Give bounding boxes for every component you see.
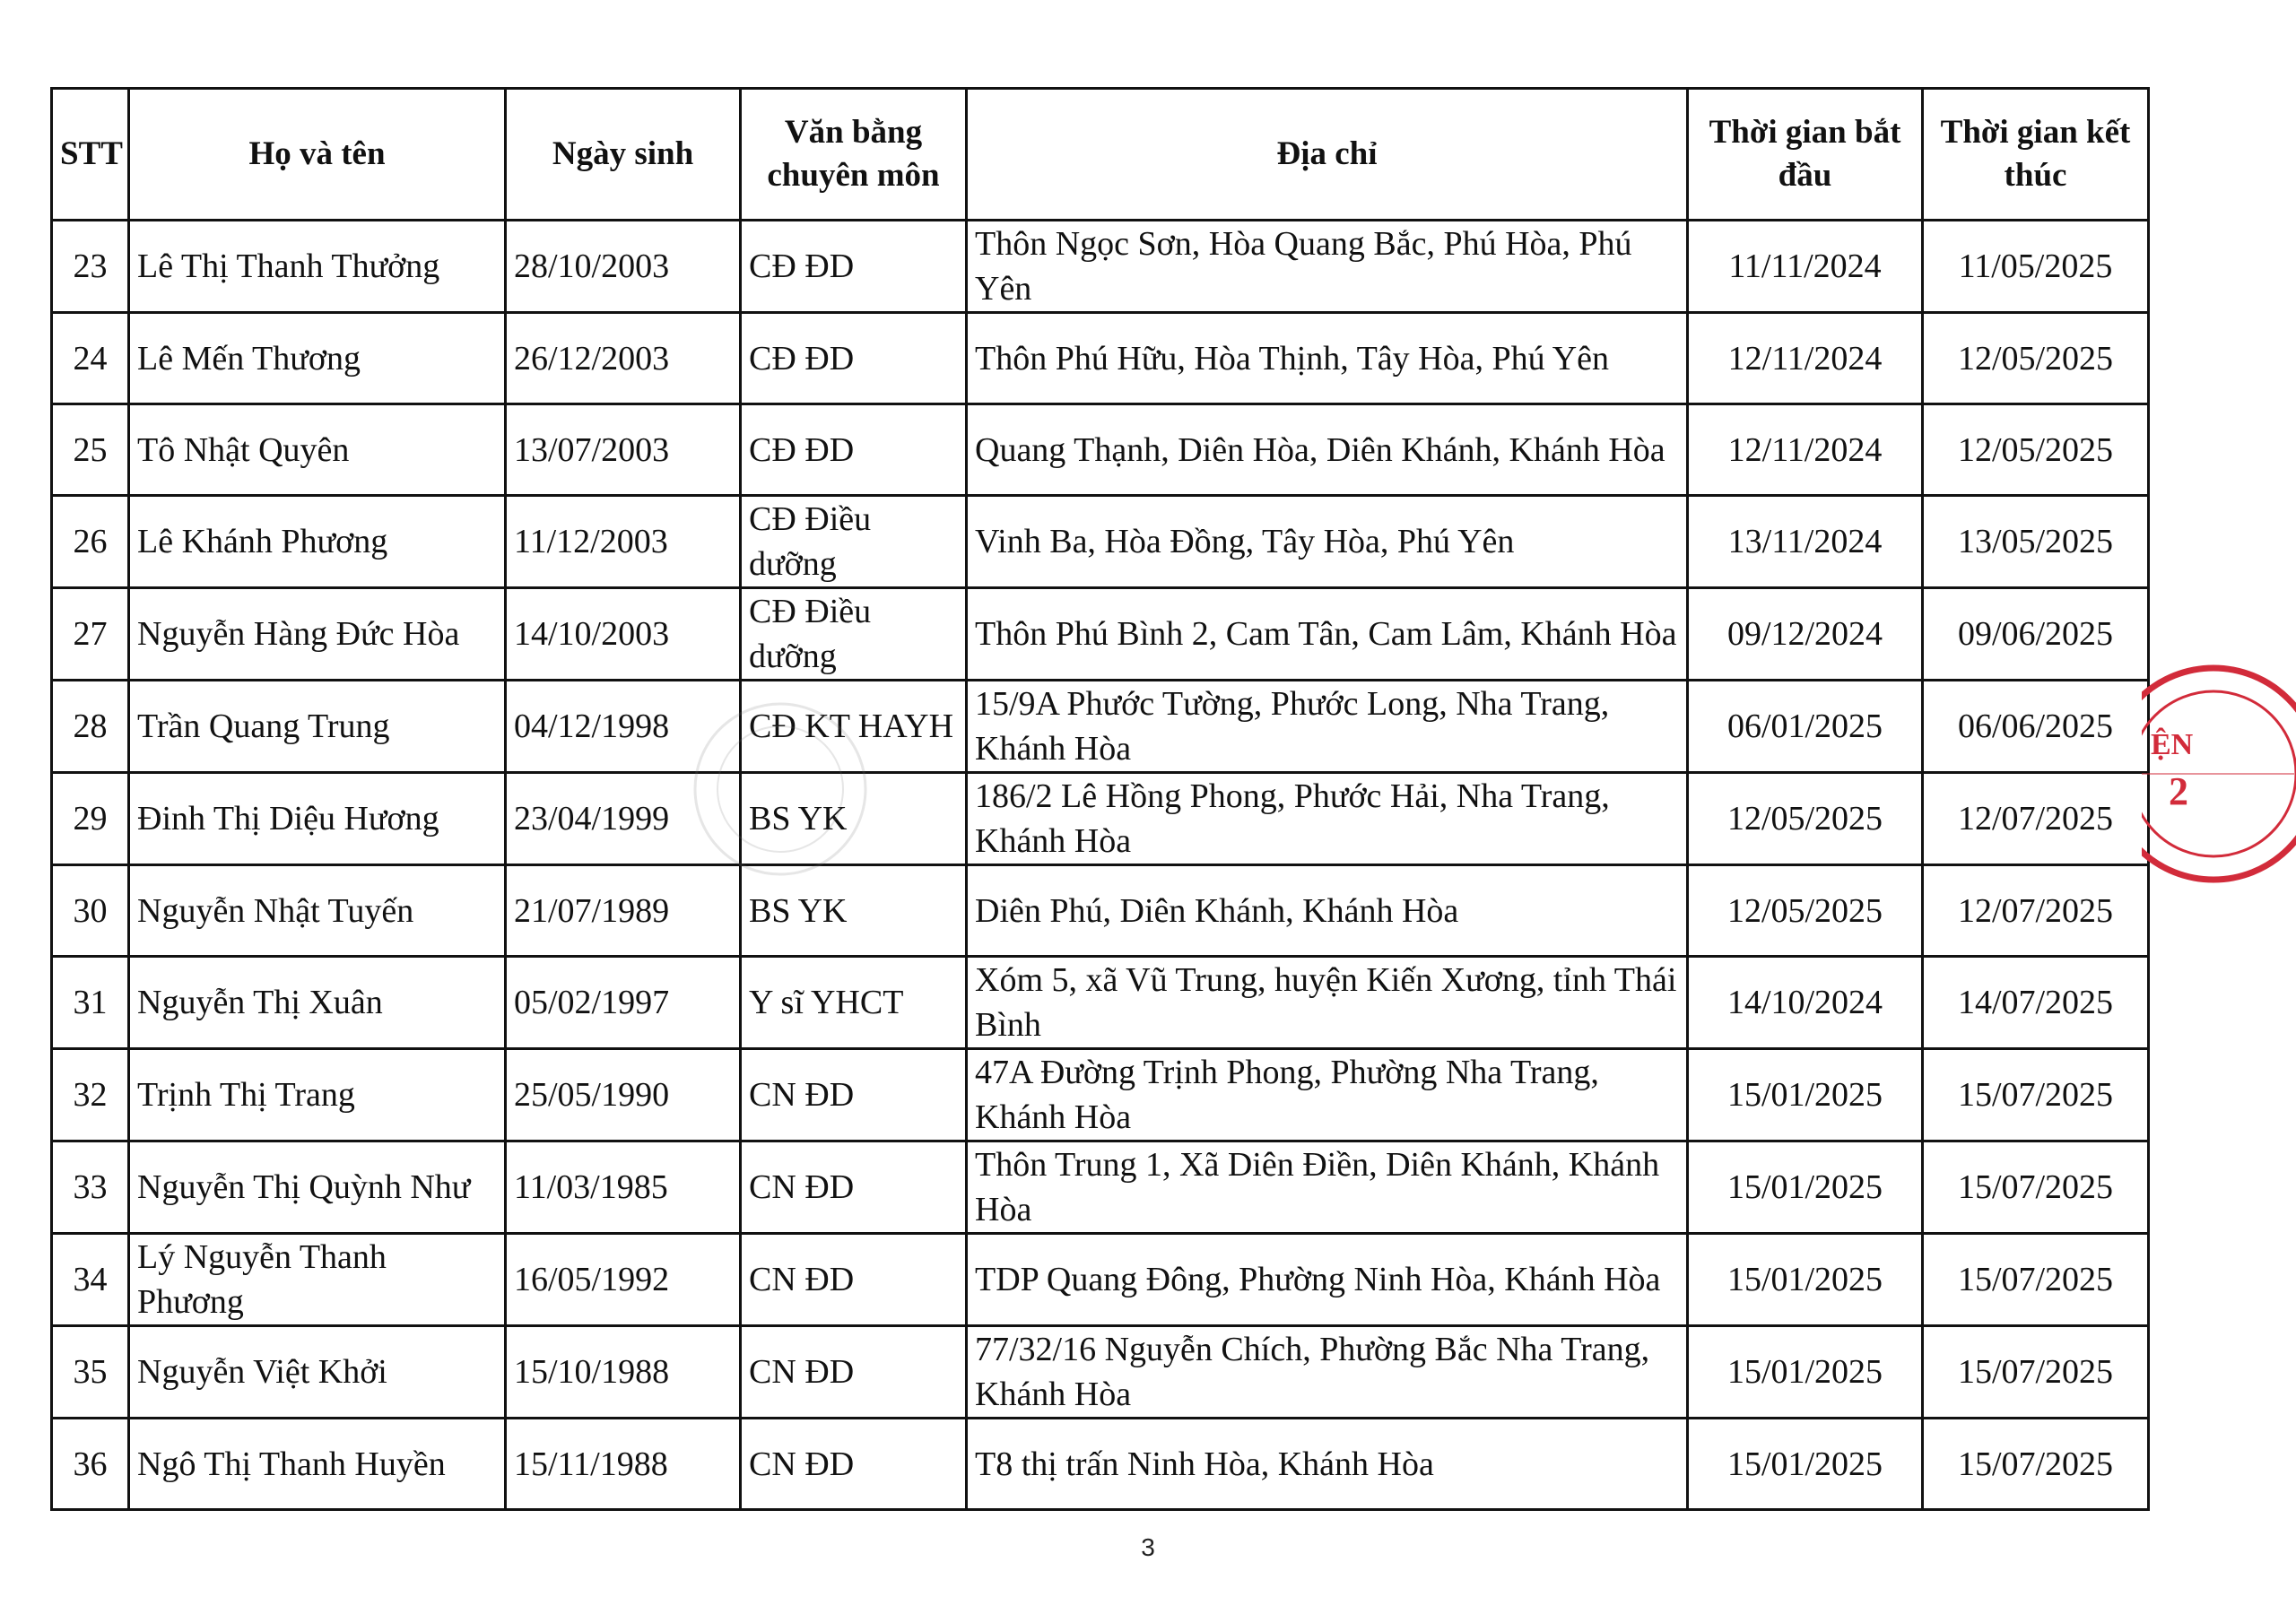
cell-degree: CN ĐD [741, 1234, 967, 1326]
header-stt: STT [52, 89, 129, 221]
header-degree: Văn bằng chuyên môn [741, 89, 967, 221]
cell-stt: 33 [52, 1141, 129, 1234]
header-name: Họ và tên [129, 89, 506, 221]
cell-address: 15/9A Phước Tường, Phước Long, Nha Trang, Khánh Hòa [967, 681, 1688, 773]
table-row [52, 496, 2149, 588]
stamp-text-fragment: 2 [2169, 769, 2188, 813]
cell-start-date: 12/05/2025 [1688, 865, 1923, 957]
cell-name: Tô Nhật Quyên [129, 404, 506, 496]
cell-start-date: 12/11/2024 [1688, 313, 1923, 404]
cell-dob: 04/12/1998 [506, 681, 741, 773]
table-row [52, 865, 2149, 957]
table-row [52, 681, 2149, 773]
cell-degree: BS YK [741, 865, 967, 957]
cell-name: Nguyễn Hàng Đức Hòa [129, 588, 506, 681]
cell-degree: CN ĐD [741, 1419, 967, 1510]
table-row [52, 588, 2149, 681]
header-dob: Ngày sinh [506, 89, 741, 221]
cell-end-date: 15/07/2025 [1923, 1419, 2149, 1510]
stamp-text-fragment: ỆN [2151, 728, 2194, 761]
cell-degree: Y sĩ YHCT [741, 957, 967, 1049]
cell-dob: 15/11/1988 [506, 1419, 741, 1510]
cell-address: Thôn Trung 1, Xã Diên Điền, Diên Khánh, Khánh Hòa [967, 1141, 1688, 1234]
cell-address: Thôn Phú Hữu, Hòa Thịnh, Tây Hòa, Phú Yên [967, 313, 1688, 404]
stamp-text [2151, 722, 2193, 815]
cell-address: TDP Quang Đông, Phường Ninh Hòa, Khánh Hòa [967, 1234, 1688, 1326]
cell-start-date: 15/01/2025 [1688, 1049, 1923, 1141]
cell-dob: 11/03/1985 [506, 1141, 741, 1234]
cell-end-date: 12/05/2025 [1923, 404, 2149, 496]
cell-stt: 29 [52, 773, 129, 865]
cell-address: 186/2 Lê Hồng Phong, Phước Hải, Nha Trang, Khánh Hòa [967, 773, 1688, 865]
cell-address: T8 thị trấn Ninh Hòa, Khánh Hòa [967, 1419, 1688, 1510]
cell-name: Nguyễn Việt Khởi [129, 1326, 506, 1419]
cell-dob: 13/07/2003 [506, 404, 741, 496]
cell-degree: CĐ Điều dưỡng [741, 496, 967, 588]
cell-degree: CN ĐD [741, 1141, 967, 1234]
cell-name: Lê Mến Thương [129, 313, 506, 404]
cell-dob: 11/12/2003 [506, 496, 741, 588]
cell-stt: 32 [52, 1049, 129, 1141]
cell-dob: 25/05/1990 [506, 1049, 741, 1141]
personnel-table [50, 87, 2150, 1511]
cell-end-date: 12/07/2025 [1923, 773, 2149, 865]
table-row [52, 1419, 2149, 1510]
cell-end-date: 11/05/2025 [1923, 221, 2149, 313]
cell-name: Đinh Thị Diệu Hương [129, 773, 506, 865]
cell-end-date: 15/07/2025 [1923, 1049, 2149, 1141]
cell-end-date: 13/05/2025 [1923, 496, 2149, 588]
cell-name: Lý Nguyễn Thanh Phương [129, 1234, 506, 1326]
cell-name: Lê Thị Thanh Thưởng [129, 221, 506, 313]
cell-end-date: 09/06/2025 [1923, 588, 2149, 681]
table-row [52, 957, 2149, 1049]
cell-start-date: 12/11/2024 [1688, 404, 1923, 496]
cell-dob: 26/12/2003 [506, 313, 741, 404]
cell-stt: 23 [52, 221, 129, 313]
cell-degree: BS YK [741, 773, 967, 865]
cell-end-date: 15/07/2025 [1923, 1234, 2149, 1326]
header-address: Địa chỉ [967, 89, 1688, 221]
cell-address: Xóm 5, xã Vũ Trung, huyện Kiến Xương, tỉnh Thái Bình [967, 957, 1688, 1049]
cell-stt: 28 [52, 681, 129, 773]
page-number: 3 [1141, 1533, 1155, 1561]
cell-dob: 21/07/1989 [506, 865, 741, 957]
cell-stt: 27 [52, 588, 129, 681]
cell-end-date: 15/07/2025 [1923, 1141, 2149, 1234]
cell-start-date: 14/10/2024 [1688, 957, 1923, 1049]
header-start: Thời gian bắt đầu [1688, 89, 1923, 221]
cell-degree: CN ĐD [741, 1049, 967, 1141]
table-row [52, 773, 2149, 865]
cell-stt: 24 [52, 313, 129, 404]
cell-name: Trịnh Thị Trang [129, 1049, 506, 1141]
cell-end-date: 15/07/2025 [1923, 1326, 2149, 1419]
table-row [52, 404, 2149, 496]
cell-start-date: 06/01/2025 [1688, 681, 1923, 773]
cell-start-date: 11/11/2024 [1688, 221, 1923, 313]
cell-name: Nguyễn Nhật Tuyến [129, 865, 506, 957]
header-row [52, 89, 2149, 221]
cell-start-date: 09/12/2024 [1688, 588, 1923, 681]
cell-name: Ngô Thị Thanh Huyền [129, 1419, 506, 1510]
cell-dob: 23/04/1999 [506, 773, 741, 865]
header-end: Thời gian kết thúc [1923, 89, 2149, 221]
cell-name: Trần Quang Trung [129, 681, 506, 773]
cell-address: Diên Phú, Diên Khánh, Khánh Hòa [967, 865, 1688, 957]
cell-start-date: 15/01/2025 [1688, 1141, 1923, 1234]
cell-dob: 28/10/2003 [506, 221, 741, 313]
cell-degree: CĐ ĐD [741, 221, 967, 313]
cell-dob: 15/10/1988 [506, 1326, 741, 1419]
cell-end-date: 06/06/2025 [1923, 681, 2149, 773]
table-body [52, 221, 2149, 1510]
table-row [52, 221, 2149, 313]
cell-degree: CĐ ĐD [741, 313, 967, 404]
table-row [52, 1049, 2149, 1141]
cell-start-date: 15/01/2025 [1688, 1419, 1923, 1510]
cell-name: Nguyễn Thị Quỳnh Như [129, 1141, 506, 1234]
table-row [52, 1326, 2149, 1419]
cell-start-date: 15/01/2025 [1688, 1234, 1923, 1326]
cell-end-date: 12/05/2025 [1923, 313, 2149, 404]
cell-start-date: 12/05/2025 [1688, 773, 1923, 865]
cell-end-date: 12/07/2025 [1923, 865, 2149, 957]
cell-address: Thôn Phú Bình 2, Cam Tân, Cam Lâm, Khánh Hòa [967, 588, 1688, 681]
cell-stt: 36 [52, 1419, 129, 1510]
cell-dob: 16/05/1992 [506, 1234, 741, 1326]
cell-address: 47A Đường Trịnh Phong, Phường Nha Trang, Khánh Hòa [967, 1049, 1688, 1141]
cell-stt: 35 [52, 1326, 129, 1419]
cell-dob: 14/10/2003 [506, 588, 741, 681]
cell-degree: CĐ ĐD [741, 404, 967, 496]
cell-start-date: 13/11/2024 [1688, 496, 1923, 588]
cell-stt: 25 [52, 404, 129, 496]
cell-degree: CĐ KT HAYH [741, 681, 967, 773]
table-row [52, 313, 2149, 404]
cell-name: Lê Khánh Phương [129, 496, 506, 588]
cell-stt: 30 [52, 865, 129, 957]
cell-degree: CĐ Điều dưỡng [741, 588, 967, 681]
cell-dob: 05/02/1997 [506, 957, 741, 1049]
cell-address: 77/32/16 Nguyễn Chích, Phường Bắc Nha Trang, Khánh Hòa [967, 1326, 1688, 1419]
cell-stt: 26 [52, 496, 129, 588]
cell-address: Quang Thạnh, Diên Hòa, Diên Khánh, Khánh Hòa [967, 404, 1688, 496]
cell-name: Nguyễn Thị Xuân [129, 957, 506, 1049]
cell-address: Thôn Ngọc Sơn, Hòa Quang Bắc, Phú Hòa, Phú Yên [967, 221, 1688, 313]
cell-start-date: 15/01/2025 [1688, 1326, 1923, 1419]
cell-degree: CN ĐD [741, 1326, 967, 1419]
cell-address: Vinh Ba, Hòa Đồng, Tây Hòa, Phú Yên [967, 496, 1688, 588]
cell-stt: 34 [52, 1234, 129, 1326]
table-row [52, 1141, 2149, 1234]
cell-end-date: 14/07/2025 [1923, 957, 2149, 1049]
cell-stt: 31 [52, 957, 129, 1049]
table-row [52, 1234, 2149, 1326]
